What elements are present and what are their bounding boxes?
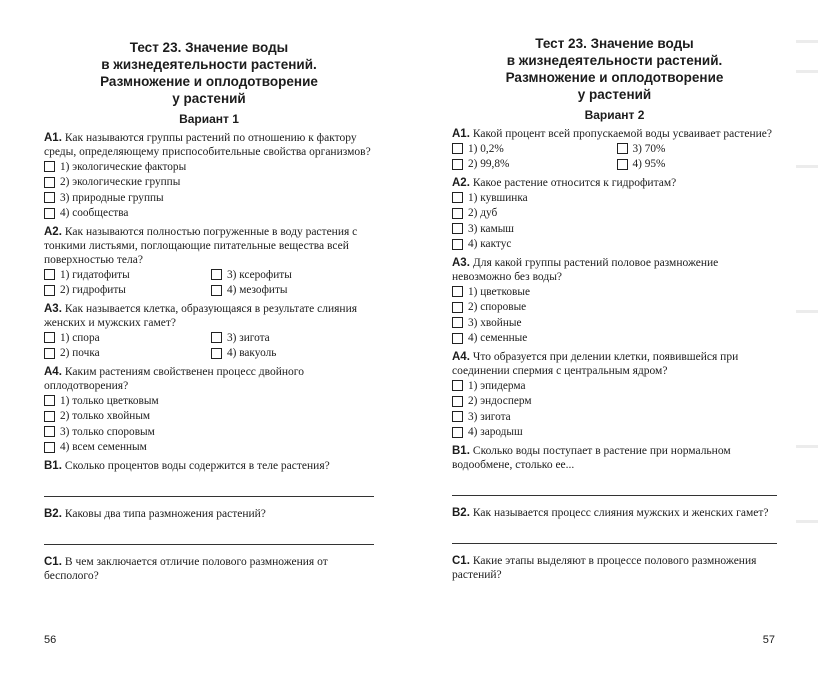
checkbox[interactable] <box>452 208 463 219</box>
answer-option[interactable]: 2) эндосперм <box>452 394 777 410</box>
answer-option[interactable]: 1) эпидерма <box>452 378 777 394</box>
answer-option[interactable]: 2) гидрофиты <box>44 283 207 299</box>
checkbox[interactable] <box>211 269 222 280</box>
answer-option[interactable]: 2) почка <box>44 346 207 362</box>
answer-option[interactable]: 1) кувшинка <box>452 190 777 206</box>
answer-option[interactable]: 1) гидатофиты <box>44 267 207 283</box>
answer-option[interactable]: 3) камыш <box>452 221 777 237</box>
answer-option[interactable]: 1) только цветковым <box>44 393 374 409</box>
checkbox[interactable] <box>452 380 463 391</box>
answer-option[interactable]: 4) кактус <box>452 237 777 253</box>
checkbox[interactable] <box>44 411 55 422</box>
answer-line[interactable] <box>44 531 374 545</box>
checkbox[interactable] <box>452 286 463 297</box>
left-page <box>44 0 374 680</box>
checkbox[interactable] <box>44 177 55 188</box>
checkbox[interactable] <box>452 143 463 154</box>
answer-option[interactable]: 2) споровые <box>452 300 777 316</box>
question-a3: А3. Для какой группы растений половое размножение невозможно без воды? <box>452 257 719 283</box>
question-a1: А1. Какой процент всей пропускаемой воды усваивает растение? <box>452 128 772 140</box>
question-c1: С1. В чем заключается отличие полового размножения от бесполого? <box>44 556 328 582</box>
answer-option[interactable]: 1) 0,2% <box>452 141 613 157</box>
answer-option[interactable]: 3) зигота <box>211 330 374 346</box>
answer-options <box>452 141 777 172</box>
page-number: 56 <box>44 634 57 646</box>
answer-option[interactable]: 3) ксерофиты <box>211 267 374 283</box>
checkbox[interactable] <box>452 317 463 328</box>
checkbox[interactable] <box>44 269 55 280</box>
test-title: Тест 23. Значение воды в жизнедеятельности растений. Размножение и оплодотворение у растений <box>505 36 724 102</box>
question-a2: А2. Как называются полностью погруженные в воду растения с тонкими листьями, поглощающие питательные вещества всей поверхностью тела? <box>44 226 358 266</box>
answer-option[interactable]: 4) 95% <box>617 157 778 173</box>
answer-option[interactable]: 4) мезофиты <box>211 283 374 299</box>
question-b1: В1. Сколько воды поступает в растение при нормальном водообмене, столько ее... <box>452 445 731 471</box>
answer-option[interactable]: 4) вакуоль <box>211 346 374 362</box>
question-c1: С1. Какие этапы выделяют в процессе полового размножения растений? <box>452 555 757 581</box>
checkbox[interactable] <box>452 333 463 344</box>
checkbox[interactable] <box>452 223 463 234</box>
answer-option[interactable]: 2) дуб <box>452 206 777 222</box>
variant-label: Вариант 2 <box>584 108 645 122</box>
checkbox[interactable] <box>452 396 463 407</box>
checkbox[interactable] <box>44 332 55 343</box>
test-title: Тест 23. Значение воды в жизнедеятельности растений. Размножение и оплодотворение у растений <box>100 40 318 106</box>
answer-option[interactable]: 2) экологические группы <box>44 175 374 191</box>
checkbox[interactable] <box>44 208 55 219</box>
answer-option[interactable]: 3) хвойные <box>452 315 777 331</box>
answer-option[interactable]: 4) сообщества <box>44 206 374 222</box>
variant-label: Вариант 1 <box>179 112 239 126</box>
right-page <box>452 0 777 680</box>
answer-option[interactable]: 2) 99,8% <box>452 157 613 173</box>
page-number: 57 <box>762 634 775 646</box>
checkbox[interactable] <box>452 302 463 313</box>
checkbox[interactable] <box>44 395 55 406</box>
checkbox[interactable] <box>44 442 55 453</box>
answer-option[interactable]: 1) спора <box>44 330 207 346</box>
answer-option[interactable]: 3) природные группы <box>44 190 374 206</box>
checkbox[interactable] <box>44 426 55 437</box>
checkbox[interactable] <box>44 285 55 296</box>
checkbox[interactable] <box>452 192 463 203</box>
question-b2: В2. Каковы два типа размножения растений? <box>44 508 266 520</box>
answer-line[interactable] <box>452 482 777 496</box>
question-b2: В2. Как называется процесс слияния мужских и женских гамет? <box>452 507 769 519</box>
answer-options <box>44 330 374 361</box>
checkbox[interactable] <box>452 427 463 438</box>
answer-option[interactable]: 3) только споровым <box>44 424 374 440</box>
checkbox[interactable] <box>617 159 628 170</box>
checkbox[interactable] <box>452 239 463 250</box>
question-a4: А4. Каким растениям свойственен процесс двойного оплодотворения? <box>44 366 304 392</box>
answer-option[interactable]: 3) 70% <box>617 141 778 157</box>
answer-option[interactable]: 2) только хвойным <box>44 409 374 425</box>
answer-option[interactable]: 4) семенные <box>452 331 777 347</box>
question-a2: А2. Какое растение относится к гидрофитам? <box>452 177 677 189</box>
answer-options <box>44 267 374 298</box>
checkbox[interactable] <box>211 348 222 359</box>
checkbox[interactable] <box>211 332 222 343</box>
answer-line[interactable] <box>452 530 777 544</box>
answer-option[interactable]: 3) зигота <box>452 409 777 425</box>
checkbox[interactable] <box>44 192 55 203</box>
page-edge-shadow <box>782 30 822 630</box>
answer-option[interactable]: 4) всем семенным <box>44 440 374 456</box>
answer-option[interactable]: 1) экологические факторы <box>44 159 374 175</box>
answer-option[interactable]: 1) цветковые <box>452 284 777 300</box>
answer-option[interactable]: 4) зародыш <box>452 425 777 441</box>
checkbox[interactable] <box>452 159 463 170</box>
checkbox[interactable] <box>44 348 55 359</box>
checkbox[interactable] <box>211 285 222 296</box>
checkbox[interactable] <box>617 143 628 154</box>
question-a1: А1. Как называются группы растений по отношению к фактору среды, определяющему приспособительные свойства организмов? <box>44 132 371 158</box>
question-b1: В1. Сколько процентов воды содержится в теле растения? <box>44 460 330 472</box>
question-a4: А4. Что образуется при делении клетки, появившейся при соединении спермия с центральным ядром? <box>452 351 739 377</box>
checkbox[interactable] <box>44 161 55 172</box>
answer-line[interactable] <box>44 483 374 497</box>
checkbox[interactable] <box>452 411 463 422</box>
question-a3: А3. Как называется клетка, образующаяся в результате слияния женских и мужских гамет? <box>44 303 358 329</box>
